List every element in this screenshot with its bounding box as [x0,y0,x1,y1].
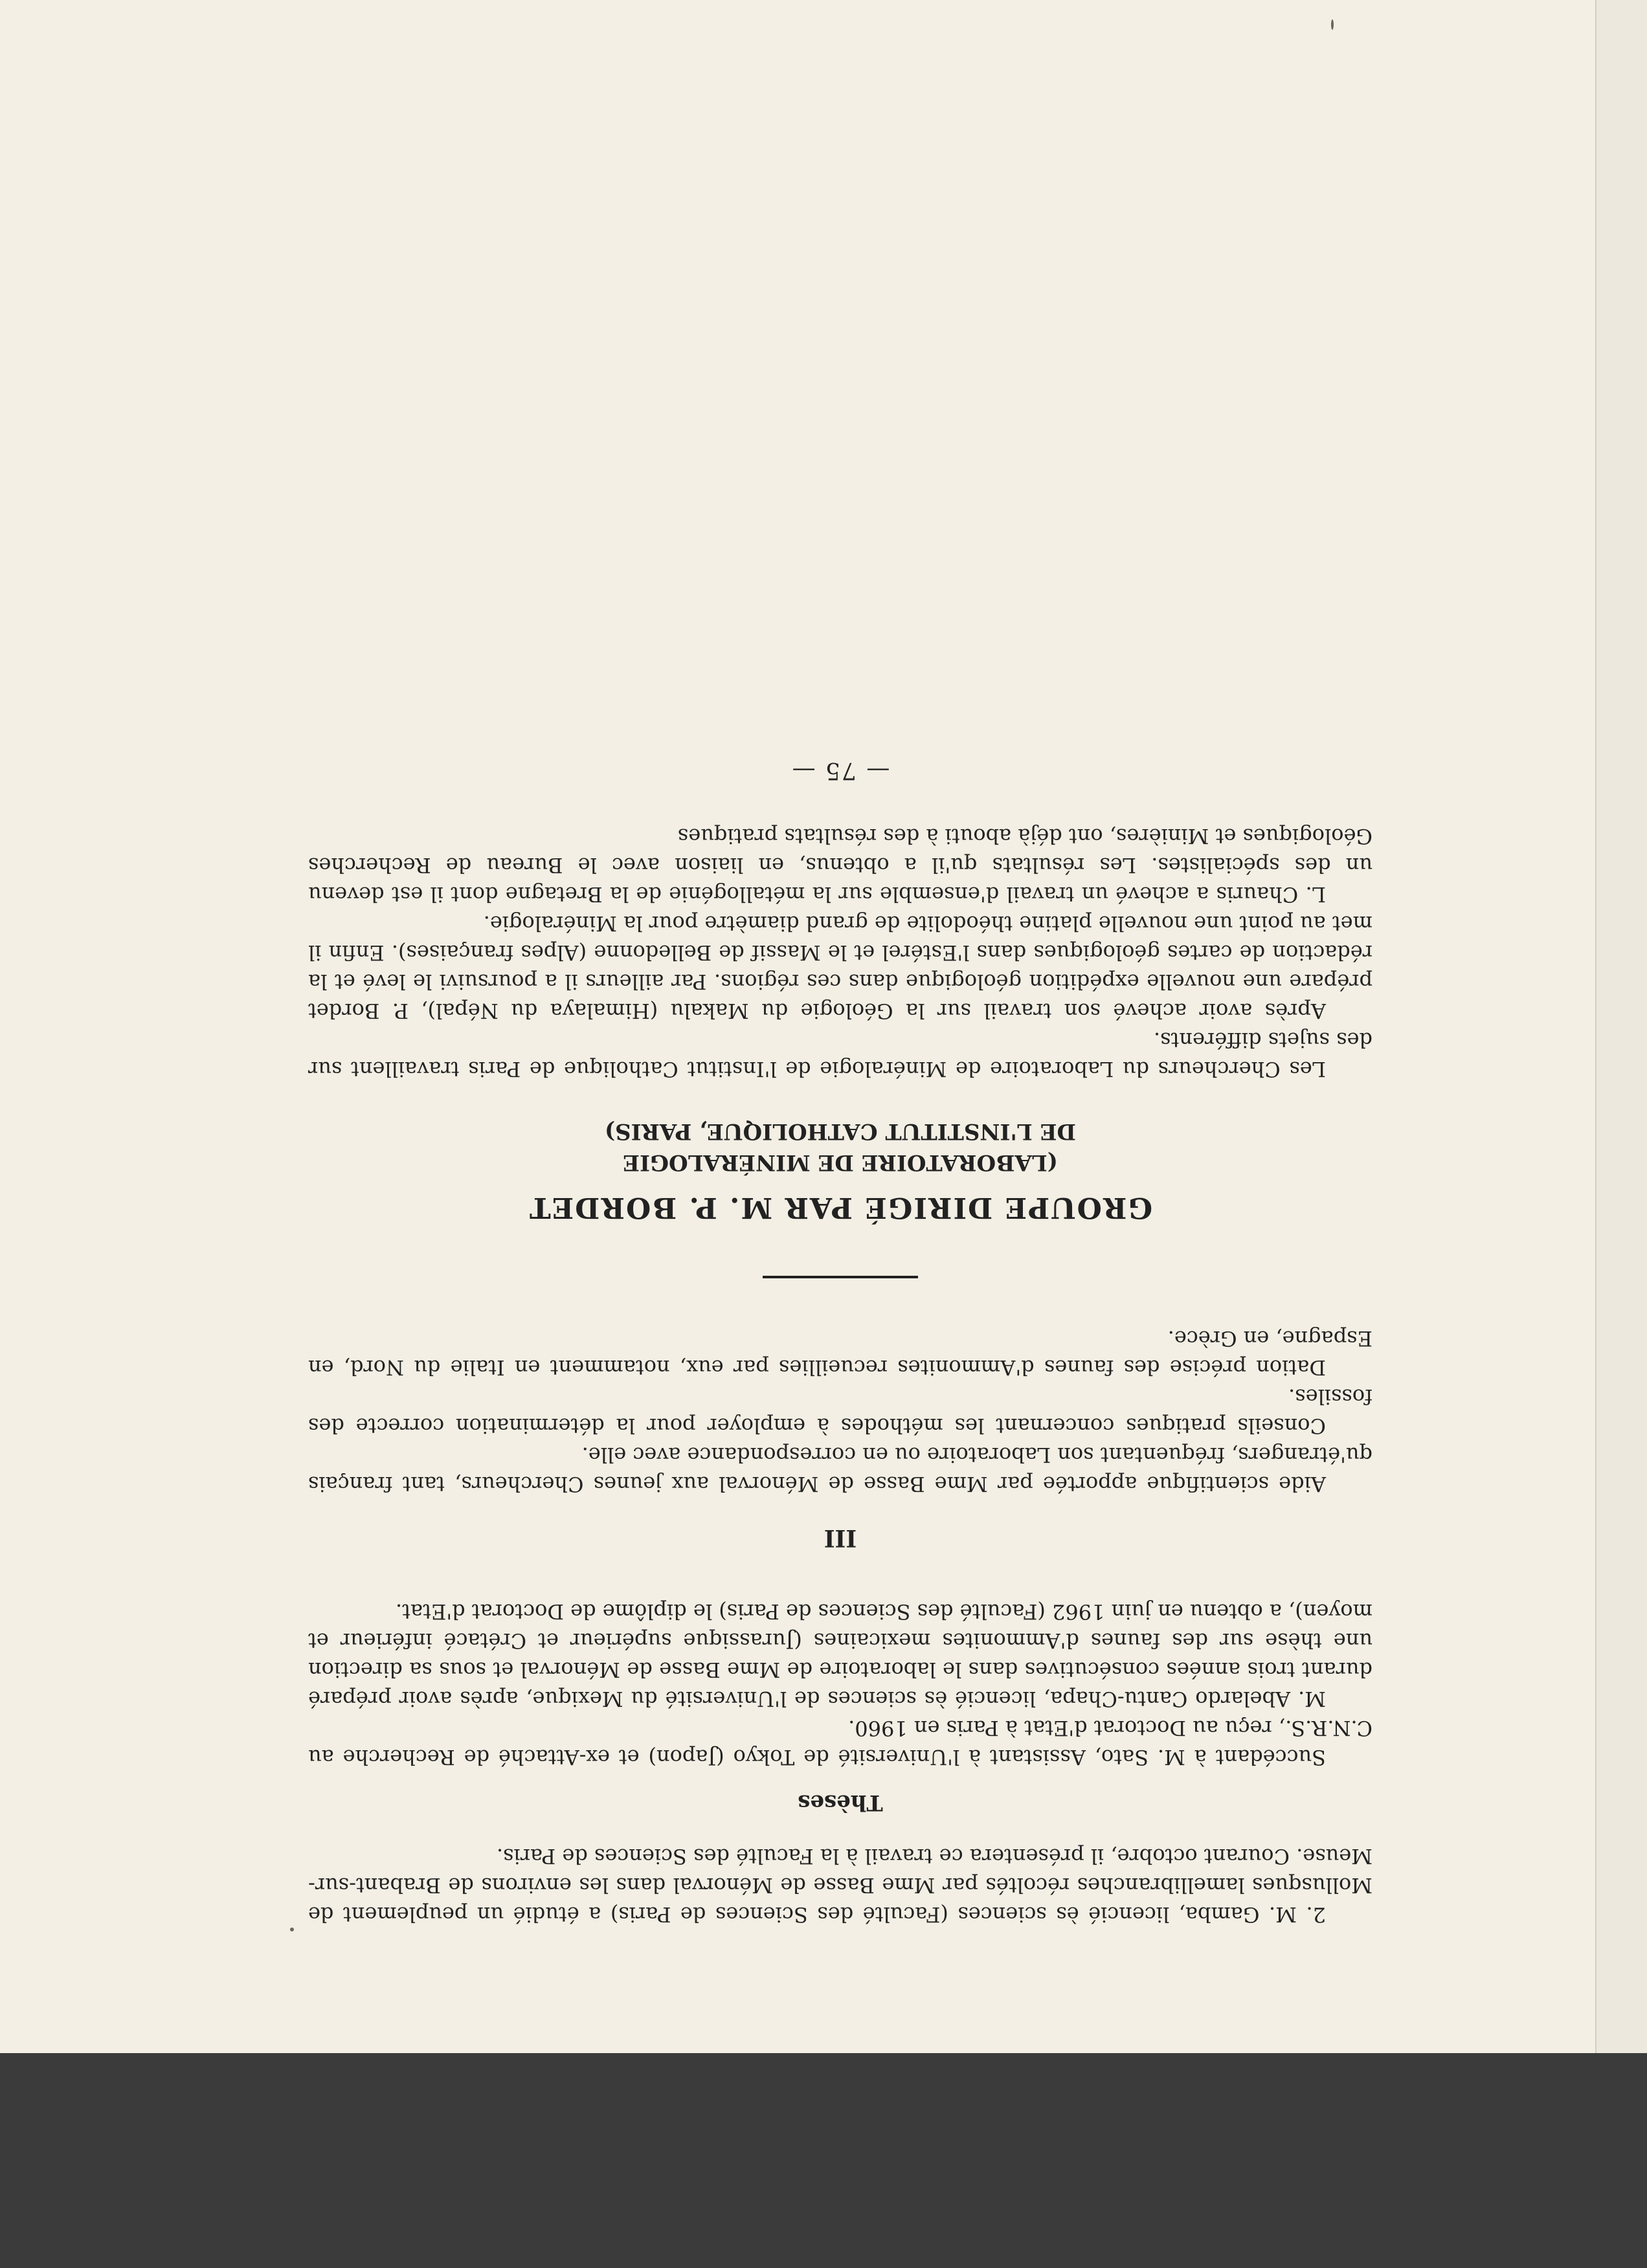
group-subtitle-line-2: DE L'INSTITUT CATHOLIQUE, PARIS) [605,1118,1076,1144]
paragraph-aide: Aide scientifique apportée par Mme Basse de Ménorval aux jeunes Chercheurs, tant français qu'étrangers, fréquentant son Laboratoire ou en correspondance avec elle. [308,1443,1372,1496]
printed-page-upside-down [308,233,1372,1929]
paragraph-gamba: 2. M. Gamba, licencié ès sciences (Faculté des Sciences de Paris) a étudié un peuplement de Mollusques lamellibranches récoltés par Mme Basse de Ménorval dans les environs de Brabant-sur-Meuse. Courant octobre, il présentera ce travail à la Faculté des Sciences de Paris. [308,1844,1372,1927]
theses-heading: Thèses [798,1790,883,1816]
paragraph-sato: Succédant à M. Sato, Assistant à l'Université de Tokyo (Japon) et ex-Attaché de Recherche au C.N.R.S., reçu au Doctorat d'Etat à Paris en 1960. [308,1716,1372,1770]
dust-speck [1331,19,1334,30]
group-title: GROUPE DIRIGÉ PAR M. P. BORDET [528,1191,1153,1224]
section-numeral: III [824,1524,857,1551]
paragraph-conseils: Conseils pratiques concernant les méthodes à employer pour la détermination correcte des fossiles. [308,1384,1372,1438]
page-number: — 75 — [790,757,890,784]
paragraph-chercheurs: Les Chercheurs du Laboratoire de Minéralogie de l'Institut Catholique de Paris travaillent sur des sujets différents. [308,1028,1372,1082]
paragraph-bordet: Après avoir achevé son travail sur la Géologie du Makalu (Himalaya du Népal), P. Bordet prépare une nouvelle expédition géologique dans ces régions. Par ailleurs il a poursuivi le levé et la rédaction de cartes géologiques dans l'Estérel et le Massif de Belledonne (Alpes françaises). Enfin il met au point une nouvelle platine théodolite de grand diamètre pour la Minéralogie. [308,911,1372,1023]
paragraph-datation: Dation précise des faunes d'Ammonites recueillies par eux, notamment en Italie du Nord, en Espagne, en Grèce. [308,1326,1372,1380]
paragraph-chauris: L. Chauris a achevé un travail d'ensemble sur la métallogénie de la Bretagne dont il est devenu un des spécialistes. Les résultats qu'il a obtenus, en liaison avec le Bureau de Recherches Géologiques et Minières, ont déjà abouti à des résultats pratiques [308,824,1372,907]
scanner-background [0,2053,1647,2268]
section-rule [763,1276,918,1278]
group-subtitle [308,1116,1372,1178]
paragraph-cantu: M. Abelardo Cantu-Chapa, licencié ès sciences de l'Université du Mexique, après avoir préparé durant trois années consécutives dans le laboratoire de Mme Basse de Ménorval et sous sa direction une thèse sur des faunes d'Ammonites mexicaines (Jurassique supérieur et Crétacé inférieur et moyen), a obtenu en juin 1962 (Faculté des Sciences de Paris) le diplôme de Doctorat d'Etat. [308,1599,1372,1711]
dust-speck [290,1928,294,1931]
group-subtitle-line-1: (LABORATOIRE DE MINÉRALOGIE [623,1150,1058,1175]
paper-edge [1595,0,1647,2053]
